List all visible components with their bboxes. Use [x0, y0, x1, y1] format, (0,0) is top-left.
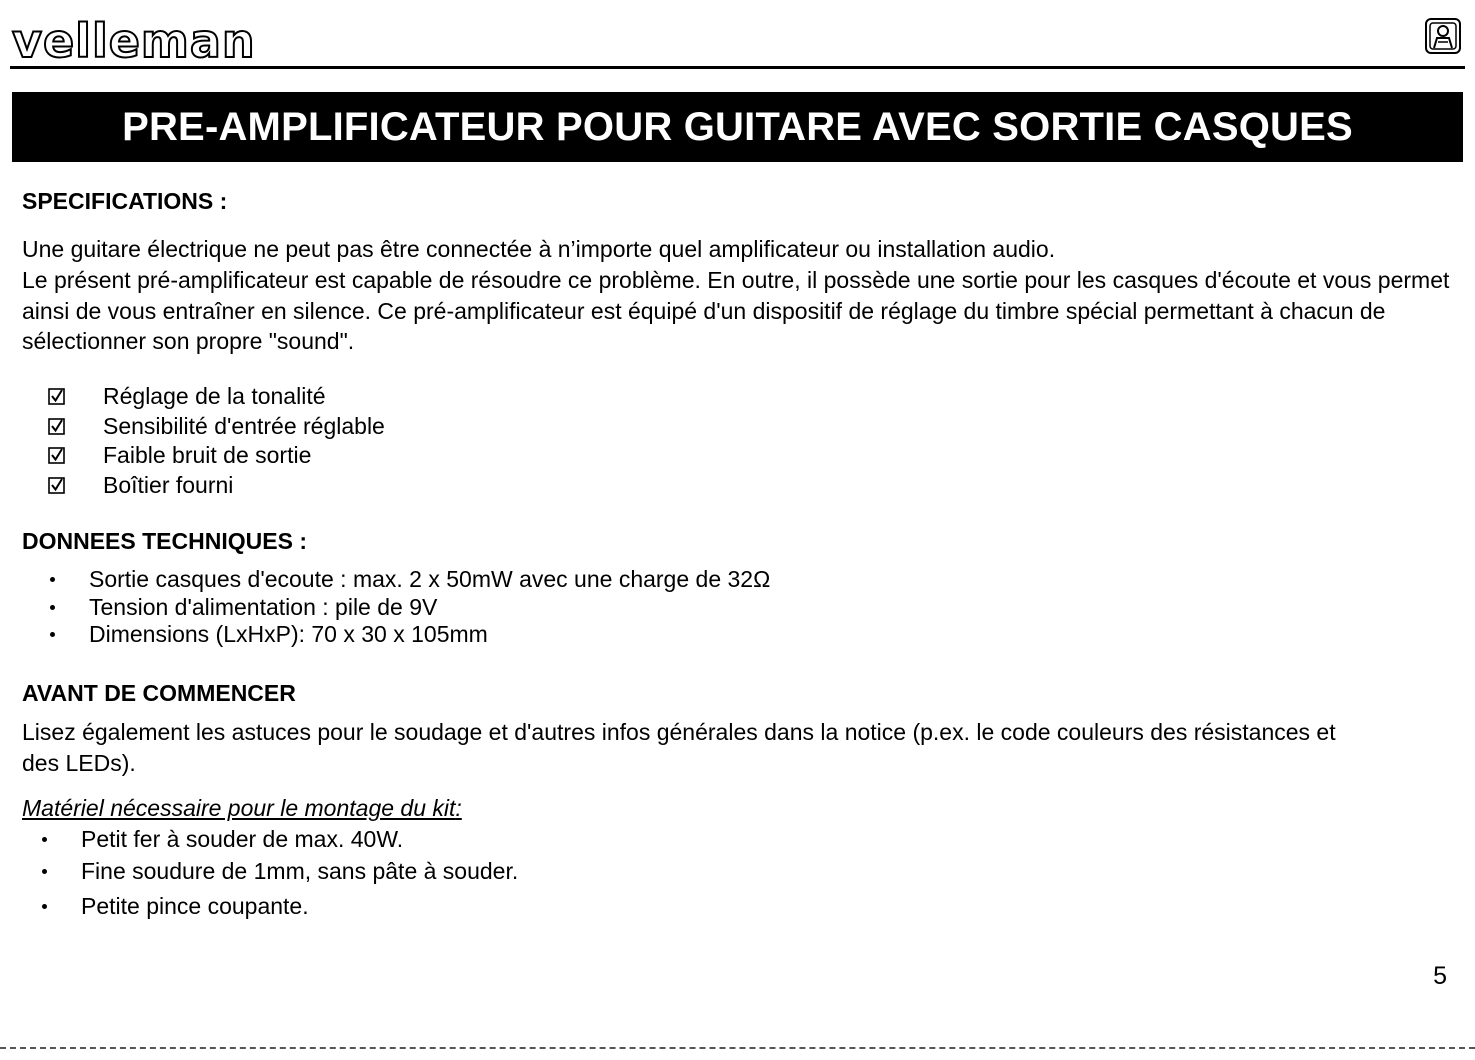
technical-item-label: Tension d'alimentation : pile de 9V — [89, 593, 438, 620]
feature-item — [48, 471, 385, 501]
before-heading: AVANT DE COMMENCER — [22, 680, 296, 706]
page-header — [10, 8, 1465, 69]
checkbox-checked-icon — [48, 388, 65, 405]
document-title: PRE-AMPLIFICATEUR POUR GUITARE AVEC SORTIE CASQUES — [122, 104, 1353, 149]
bullet-icon — [50, 632, 55, 637]
required-materials-subheading — [22, 795, 462, 822]
material-item-label: Fine soudure de 1mm, sans pâte à souder. — [81, 858, 519, 884]
material-item — [42, 890, 518, 922]
checkbox-checked-icon — [48, 447, 65, 464]
bullet-icon — [42, 837, 47, 842]
bullet-icon — [42, 869, 47, 874]
feature-checklist — [48, 382, 385, 500]
technical-item — [50, 566, 770, 594]
bullet-icon — [50, 577, 55, 582]
feature-item — [48, 441, 385, 471]
technical-list — [50, 566, 770, 649]
material-item-label: Petit fer à souder de max. 40W. — [81, 826, 404, 852]
material-item-label: Petite pince coupante. — [81, 893, 309, 919]
bullet-icon — [42, 904, 47, 909]
technical-item-label: Sortie casques d'ecoute : max. 2 x 50mW avec une charge de 32Ω — [89, 566, 771, 592]
technical-item-label: Dimensions (LxHxP): 70 x 30 x 105mm — [89, 621, 488, 647]
page-number: 5 — [1433, 962, 1447, 990]
feature-label: Faible bruit de sortie — [103, 442, 312, 468]
checkbox-checked-icon — [48, 418, 65, 435]
subheading-suffix: : — [455, 795, 462, 821]
technical-heading: DONNEES TECHNIQUES : — [22, 528, 307, 554]
material-item — [42, 855, 518, 887]
checkbox-checked-icon — [48, 477, 65, 494]
language-flag-icon — [1425, 18, 1461, 54]
footer-divider — [0, 1047, 1475, 1049]
materials-list — [42, 823, 518, 922]
before-para: Lisez également les astuces pour le soudage et d'autres infos générales dans la notice (p.ex. le code couleurs des résistances et des LEDs). — [22, 719, 1336, 776]
feature-item — [48, 412, 385, 442]
feature-item — [48, 382, 385, 412]
feature-label: Sensibilité d'entrée réglable — [103, 412, 385, 439]
feature-label: Boîtier fourni — [103, 471, 234, 498]
bullet-icon — [50, 605, 55, 610]
specifications-para-2: Le présent pré-amplificateur est capable de résoudre ce problème. En outre, il possède une sortie pour les casques d'écoute et vous permet ainsi de vous entraîner en silence. Ce pré-amplificateur est équipé d'un dispositif de réglage du timbre spécial permettant à chacun de sélectionner son propre "sound". — [22, 267, 1450, 354]
technical-item — [50, 621, 770, 649]
technical-item — [50, 594, 770, 622]
velleman-logo: velleman — [12, 14, 256, 68]
subheading-text: Matériel nécessaire pour le montage du kit — [22, 795, 456, 821]
title-banner — [12, 92, 1463, 162]
feature-label: Réglage de la tonalité — [103, 383, 326, 409]
material-item — [42, 823, 518, 855]
specifications-heading: SPECIFICATIONS : — [22, 188, 228, 214]
specifications-para-1: Une guitare électrique ne peut pas être connectée à n’importe quel amplificateur ou installation audio. — [22, 236, 1056, 262]
